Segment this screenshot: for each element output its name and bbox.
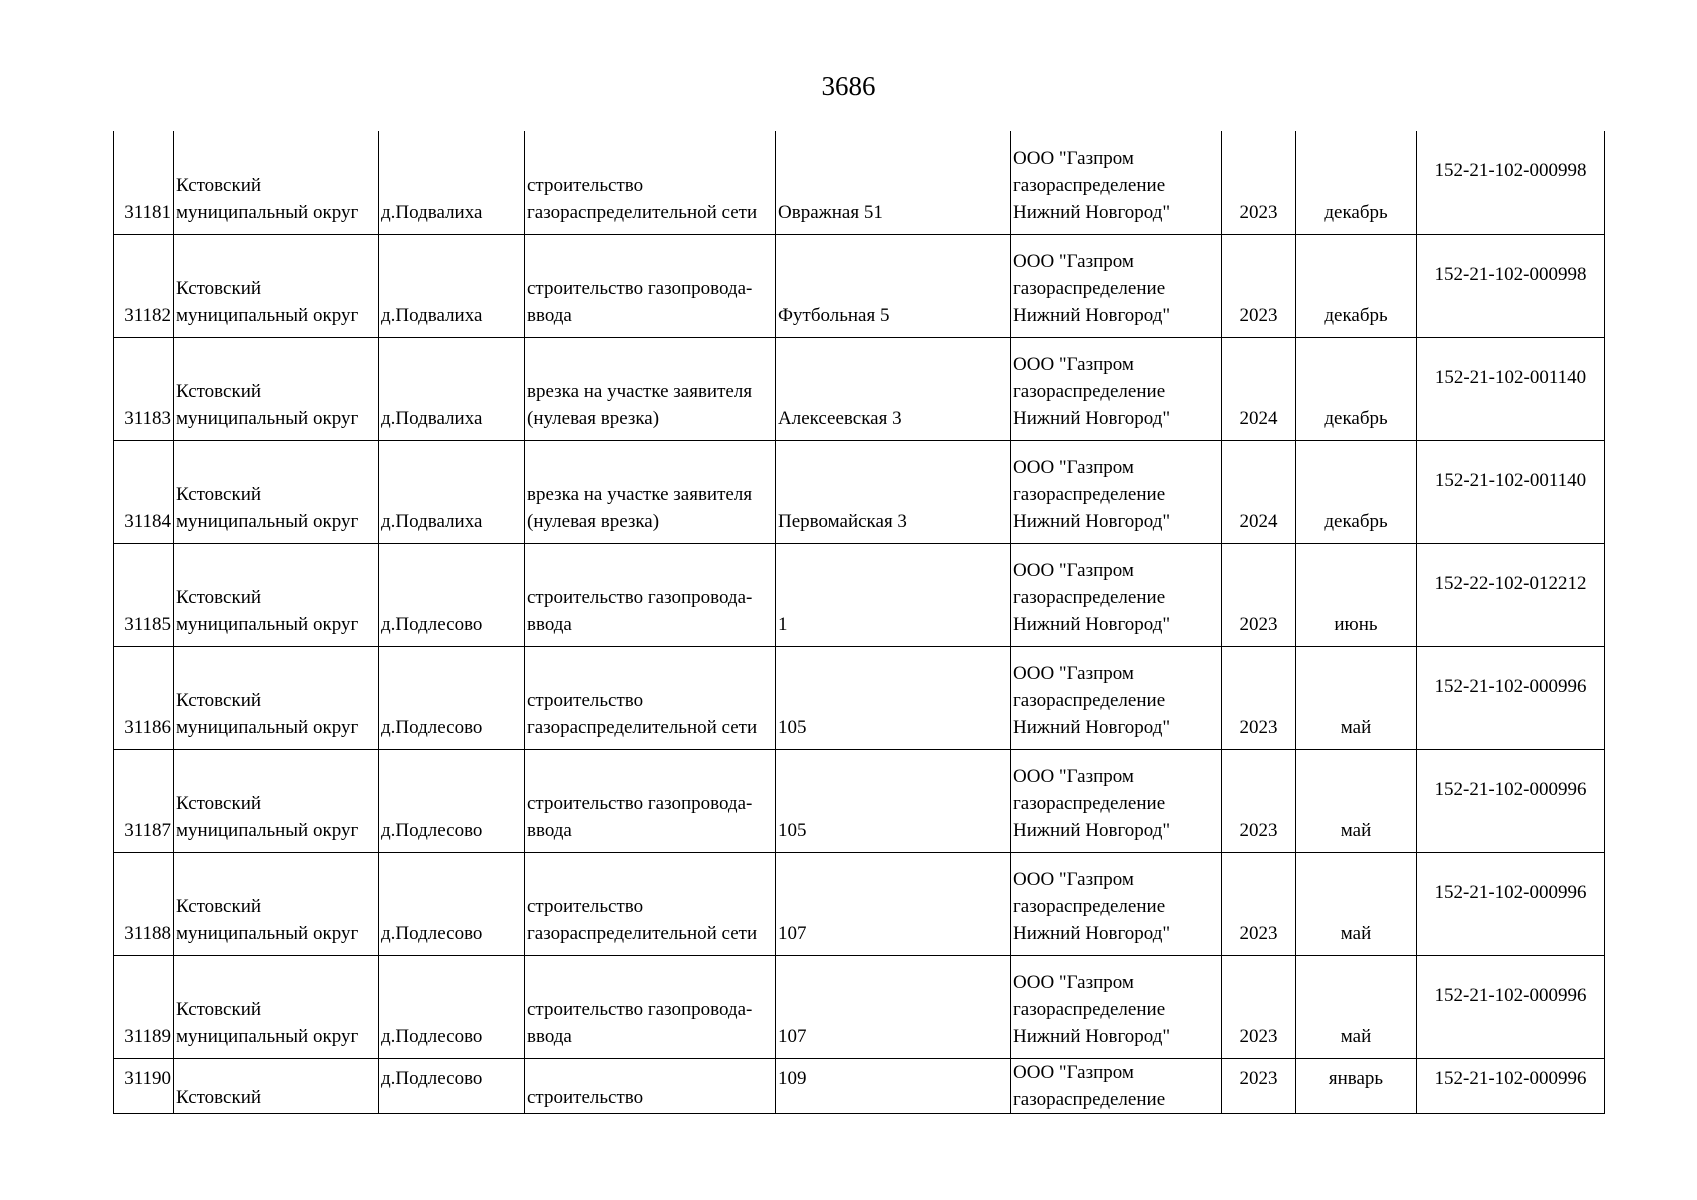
month-cell bbox=[1296, 234, 1417, 337]
row-number-text: 31182 bbox=[124, 304, 171, 326]
address-cell-text: 1 bbox=[778, 613, 788, 635]
district-cell-line: Кстовский bbox=[176, 792, 262, 814]
month-cell bbox=[1296, 749, 1417, 852]
year-cell bbox=[1222, 749, 1296, 852]
district-cell-line: Кстовский bbox=[176, 586, 262, 608]
settlement-cell bbox=[379, 955, 525, 1058]
year-cell bbox=[1222, 440, 1296, 543]
row-number-text: 31189 bbox=[124, 1025, 171, 1047]
month-cell-text: декабрь bbox=[1324, 304, 1388, 326]
work-type-cell-line: ввода bbox=[527, 304, 572, 326]
work-type-cell-line: врезка на участке заявителя bbox=[527, 483, 753, 505]
row-number-text: 31184 bbox=[124, 510, 171, 532]
settlement-cell bbox=[379, 852, 525, 955]
settlement-cell-text: д.Подвалиха bbox=[381, 304, 483, 326]
work-type-cell bbox=[525, 1058, 776, 1113]
work-type-cell-line: газораспределительной сети bbox=[527, 716, 758, 738]
contract-code-cell-text: 152-22-102-012212 bbox=[1434, 572, 1587, 594]
month-cell-text: май bbox=[1340, 716, 1372, 738]
district-cell-line: муниципальный округ bbox=[176, 1025, 359, 1047]
month-cell bbox=[1296, 543, 1417, 646]
organization-cell bbox=[1011, 1058, 1222, 1113]
year-cell-text: 2023 bbox=[1239, 922, 1278, 944]
contract-code-cell-text: 152-21-102-000998 bbox=[1434, 263, 1587, 285]
row-number-text: 31181 bbox=[124, 201, 171, 223]
contract-code-cell bbox=[1417, 440, 1605, 543]
settlement-cell-text: д.Подлесово bbox=[381, 1067, 483, 1089]
contract-code-cell bbox=[1417, 337, 1605, 440]
year-cell bbox=[1222, 1058, 1296, 1113]
address-cell-text: Футбольная 5 bbox=[778, 304, 890, 326]
month-cell bbox=[1296, 955, 1417, 1058]
address-cell bbox=[776, 337, 1011, 440]
district-cell bbox=[174, 749, 379, 852]
row-number bbox=[114, 646, 174, 749]
organization-cell-line: газораспределение bbox=[1013, 277, 1166, 299]
year-cell bbox=[1222, 852, 1296, 955]
organization-cell-line: газораспределение bbox=[1013, 1088, 1166, 1110]
year-cell bbox=[1222, 543, 1296, 646]
work-type-cell-line: строительство bbox=[527, 689, 644, 711]
table-row bbox=[114, 955, 1605, 1058]
organization-cell-line: газораспределение bbox=[1013, 380, 1166, 402]
work-type-cell-line: ввода bbox=[527, 1025, 572, 1047]
district-cell-line: муниципальный округ bbox=[176, 716, 359, 738]
work-type-cell-line: ввода bbox=[527, 613, 572, 635]
district-cell bbox=[174, 337, 379, 440]
work-type-cell bbox=[525, 955, 776, 1058]
work-type-cell-line: газораспределительной сети bbox=[527, 922, 758, 944]
address-cell bbox=[776, 131, 1011, 234]
work-type-cell bbox=[525, 234, 776, 337]
row-number bbox=[114, 234, 174, 337]
contract-code-cell bbox=[1417, 543, 1605, 646]
contract-code-cell-text: 152-21-102-000996 bbox=[1434, 984, 1587, 1006]
table-row bbox=[114, 1058, 1605, 1113]
organization-cell-line: Нижний Новгород" bbox=[1013, 922, 1171, 944]
district-cell-line: Кстовский bbox=[176, 895, 262, 917]
district-cell-line: Кстовский bbox=[176, 380, 262, 402]
month-cell-text: июнь bbox=[1334, 613, 1378, 635]
district-cell-line: муниципальный округ bbox=[176, 201, 359, 223]
contract-code-cell-text: 152-21-102-000998 bbox=[1434, 160, 1587, 181]
address-cell bbox=[776, 646, 1011, 749]
contract-code-cell-text: 152-21-102-000996 bbox=[1434, 778, 1587, 800]
year-cell-text: 2023 bbox=[1239, 613, 1278, 635]
month-cell bbox=[1296, 1058, 1417, 1113]
work-type-cell bbox=[525, 440, 776, 543]
organization-cell-line: газораспределение bbox=[1013, 174, 1166, 196]
organization-cell-line: Нижний Новгород" bbox=[1013, 201, 1171, 223]
table-row bbox=[114, 131, 1605, 234]
work-type-cell-line: строительство газопровода- bbox=[527, 998, 753, 1020]
organization-cell-line: газораспределение bbox=[1013, 586, 1166, 608]
settlement-cell bbox=[379, 234, 525, 337]
settlement-cell bbox=[379, 1058, 525, 1113]
settlement-cell-text: д.Подвалиха bbox=[381, 510, 483, 532]
year-cell bbox=[1222, 131, 1296, 234]
work-type-cell bbox=[525, 337, 776, 440]
year-cell-text: 2023 bbox=[1239, 819, 1278, 841]
organization-cell-line: ООО "Газпром bbox=[1013, 456, 1134, 478]
organization-cell bbox=[1011, 131, 1222, 234]
year-cell bbox=[1222, 234, 1296, 337]
organization-cell-line: газораспределение bbox=[1013, 689, 1166, 711]
address-cell bbox=[776, 543, 1011, 646]
address-cell-text: Алексеевская 3 bbox=[778, 407, 902, 429]
contract-code-cell bbox=[1417, 749, 1605, 852]
address-cell-text: 107 bbox=[778, 1025, 807, 1047]
row-number-text: 31183 bbox=[124, 407, 171, 429]
district-cell bbox=[174, 646, 379, 749]
organization-cell-line: Нижний Новгород" bbox=[1013, 716, 1171, 738]
contract-code-cell bbox=[1417, 852, 1605, 955]
organization-cell bbox=[1011, 852, 1222, 955]
settlement-cell-text: д.Подвалиха bbox=[381, 201, 483, 223]
settlement-cell bbox=[379, 440, 525, 543]
work-type-cell-line: строительство bbox=[527, 1086, 644, 1108]
district-cell bbox=[174, 440, 379, 543]
settlement-cell bbox=[379, 131, 525, 234]
year-cell bbox=[1222, 955, 1296, 1058]
contract-code-cell-text: 152-21-102-000996 bbox=[1434, 1067, 1587, 1089]
month-cell bbox=[1296, 852, 1417, 955]
organization-cell bbox=[1011, 440, 1222, 543]
work-type-cell bbox=[525, 749, 776, 852]
work-type-cell-line: (нулевая врезка) bbox=[527, 510, 660, 532]
district-cell-line: Кстовский bbox=[176, 1086, 262, 1108]
address-cell bbox=[776, 749, 1011, 852]
work-type-cell-line: строительство bbox=[527, 174, 644, 196]
work-type-cell bbox=[525, 852, 776, 955]
row-number-text: 31186 bbox=[124, 716, 171, 738]
organization-cell bbox=[1011, 749, 1222, 852]
organization-cell-line: ООО "Газпром bbox=[1013, 353, 1134, 375]
district-cell-line: муниципальный округ bbox=[176, 304, 359, 326]
contract-code-cell bbox=[1417, 1058, 1605, 1113]
page-number: 3686 bbox=[821, 71, 876, 101]
address-cell-text: 109 bbox=[778, 1067, 807, 1089]
district-cell bbox=[174, 1058, 379, 1113]
organization-cell-line: ООО "Газпром bbox=[1013, 868, 1134, 890]
year-cell bbox=[1222, 337, 1296, 440]
settlement-cell-text: д.Подлесово bbox=[381, 716, 483, 738]
organization-cell-line: Нижний Новгород" bbox=[1013, 510, 1171, 532]
work-type-cell-line: строительство газопровода- bbox=[527, 277, 753, 299]
address-cell-text: 105 bbox=[778, 819, 807, 841]
settlement-cell-text: д.Подлесово bbox=[381, 922, 483, 944]
organization-cell-line: ООО "Газпром bbox=[1013, 559, 1134, 581]
district-cell bbox=[174, 852, 379, 955]
month-cell-text: май bbox=[1340, 1025, 1372, 1047]
district-cell-line: Кстовский bbox=[176, 483, 262, 505]
district-cell bbox=[174, 234, 379, 337]
district-cell-line: муниципальный округ bbox=[176, 613, 359, 635]
organization-cell-line: ООО "Газпром bbox=[1013, 971, 1134, 993]
row-number bbox=[114, 131, 174, 234]
organization-cell-line: Нижний Новгород" bbox=[1013, 613, 1171, 635]
table-row bbox=[114, 543, 1605, 646]
contract-code-cell-text: 152-21-102-001140 bbox=[1434, 469, 1587, 491]
organization-cell-line: ООО "Газпром bbox=[1013, 662, 1134, 684]
organization-cell-line: ООО "Газпром bbox=[1013, 147, 1134, 169]
address-cell bbox=[776, 234, 1011, 337]
contract-code-cell bbox=[1417, 955, 1605, 1058]
settlement-cell-text: д.Подлесово bbox=[381, 613, 483, 635]
settlement-cell bbox=[379, 337, 525, 440]
organization-cell-line: ООО "Газпром bbox=[1013, 1061, 1134, 1083]
district-cell-line: Кстовский bbox=[176, 998, 262, 1020]
district-cell bbox=[174, 543, 379, 646]
month-cell-text: май bbox=[1340, 819, 1372, 841]
district-cell-line: Кстовский bbox=[176, 689, 262, 711]
organization-cell-line: газораспределение bbox=[1013, 998, 1166, 1020]
row-number-text: 31185 bbox=[124, 613, 171, 635]
row-number bbox=[114, 440, 174, 543]
contract-code-cell bbox=[1417, 646, 1605, 749]
work-type-cell-line: (нулевая врезка) bbox=[527, 407, 660, 429]
district-cell-line: Кстовский bbox=[176, 277, 262, 299]
address-cell bbox=[776, 440, 1011, 543]
row-number-text: 31188 bbox=[124, 922, 171, 944]
month-cell bbox=[1296, 440, 1417, 543]
year-cell-text: 2023 bbox=[1239, 201, 1278, 223]
row-number-text: 31187 bbox=[124, 819, 171, 841]
month-cell-text: декабрь bbox=[1324, 407, 1388, 429]
year-cell-text: 2024 bbox=[1239, 510, 1278, 532]
work-type-cell-line: врезка на участке заявителя bbox=[527, 380, 753, 402]
district-cell bbox=[174, 955, 379, 1058]
organization-cell bbox=[1011, 955, 1222, 1058]
year-cell-text: 2024 bbox=[1239, 407, 1278, 429]
work-type-cell bbox=[525, 646, 776, 749]
settlement-cell-text: д.Подлесово bbox=[381, 819, 483, 841]
row-number bbox=[114, 749, 174, 852]
gasification-table bbox=[113, 131, 1605, 1114]
address-cell-text: Овражная 51 bbox=[778, 201, 883, 223]
contract-code-cell bbox=[1417, 234, 1605, 337]
address-cell bbox=[776, 852, 1011, 955]
work-type-cell-line: газораспределительной сети bbox=[527, 201, 758, 223]
work-type-cell-line: строительство газопровода- bbox=[527, 586, 753, 608]
organization-cell-line: Нижний Новгород" bbox=[1013, 407, 1171, 429]
row-number bbox=[114, 543, 174, 646]
month-cell bbox=[1296, 131, 1417, 234]
month-cell-text: декабрь bbox=[1324, 201, 1388, 223]
district-cell-line: Кстовский bbox=[176, 174, 262, 196]
year-cell-text: 2023 bbox=[1239, 716, 1278, 738]
organization-cell-line: ООО "Газпром bbox=[1013, 250, 1134, 272]
address-cell bbox=[776, 955, 1011, 1058]
organization-cell-line: газораспределение bbox=[1013, 895, 1166, 917]
organization-cell-line: Нижний Новгород" bbox=[1013, 819, 1171, 841]
organization-cell-line: газораспределение bbox=[1013, 792, 1166, 814]
table-row bbox=[114, 440, 1605, 543]
address-cell-text: 105 bbox=[778, 716, 807, 738]
address-cell-text: Первомайская 3 bbox=[778, 510, 907, 532]
district-cell-line: муниципальный округ bbox=[176, 510, 359, 532]
row-number bbox=[114, 337, 174, 440]
month-cell bbox=[1296, 337, 1417, 440]
settlement-cell bbox=[379, 646, 525, 749]
district-cell-line: муниципальный округ bbox=[176, 922, 359, 944]
year-cell-text: 2023 bbox=[1239, 304, 1278, 326]
contract-code-cell-text: 152-21-102-001140 bbox=[1434, 366, 1587, 388]
work-type-cell bbox=[525, 131, 776, 234]
year-cell-text: 2023 bbox=[1239, 1067, 1278, 1089]
month-cell bbox=[1296, 646, 1417, 749]
year-cell bbox=[1222, 646, 1296, 749]
settlement-cell-text: д.Подлесово bbox=[381, 1025, 483, 1047]
address-cell-text: 107 bbox=[778, 922, 807, 944]
table-row bbox=[114, 234, 1605, 337]
month-cell-text: декабрь bbox=[1324, 510, 1388, 532]
contract-code-cell-text: 152-21-102-000996 bbox=[1434, 675, 1587, 697]
organization-cell bbox=[1011, 234, 1222, 337]
row-number bbox=[114, 852, 174, 955]
organization-cell-line: Нижний Новгород" bbox=[1013, 304, 1171, 326]
table-row bbox=[114, 852, 1605, 955]
contract-code-cell bbox=[1417, 131, 1605, 234]
organization-cell-line: ООО "Газпром bbox=[1013, 765, 1134, 787]
settlement-cell-text: д.Подвалиха bbox=[381, 407, 483, 429]
row-number-text: 31190 bbox=[124, 1067, 171, 1089]
work-type-cell-line: ввода bbox=[527, 819, 572, 841]
organization-cell bbox=[1011, 337, 1222, 440]
district-cell-line: муниципальный округ bbox=[176, 407, 359, 429]
work-type-cell-line: строительство газопровода- bbox=[527, 792, 753, 814]
table-body bbox=[114, 131, 1605, 1113]
row-number bbox=[114, 1058, 174, 1113]
month-cell-text: май bbox=[1340, 922, 1372, 944]
year-cell-text: 2023 bbox=[1239, 1025, 1278, 1047]
table-row bbox=[114, 337, 1605, 440]
address-cell bbox=[776, 1058, 1011, 1113]
table-row bbox=[114, 749, 1605, 852]
organization-cell-line: газораспределение bbox=[1013, 483, 1166, 505]
organization-cell bbox=[1011, 543, 1222, 646]
work-type-cell-line: строительство bbox=[527, 895, 644, 917]
organization-cell bbox=[1011, 646, 1222, 749]
settlement-cell bbox=[379, 749, 525, 852]
work-type-cell bbox=[525, 543, 776, 646]
settlement-cell bbox=[379, 543, 525, 646]
table-row bbox=[114, 646, 1605, 749]
contract-code-cell-text: 152-21-102-000996 bbox=[1434, 881, 1587, 903]
month-cell-text: январь bbox=[1328, 1067, 1384, 1089]
district-cell-line: муниципальный округ bbox=[176, 819, 359, 841]
organization-cell-line: Нижний Новгород" bbox=[1013, 1025, 1171, 1047]
district-cell bbox=[174, 131, 379, 234]
row-number bbox=[114, 955, 174, 1058]
